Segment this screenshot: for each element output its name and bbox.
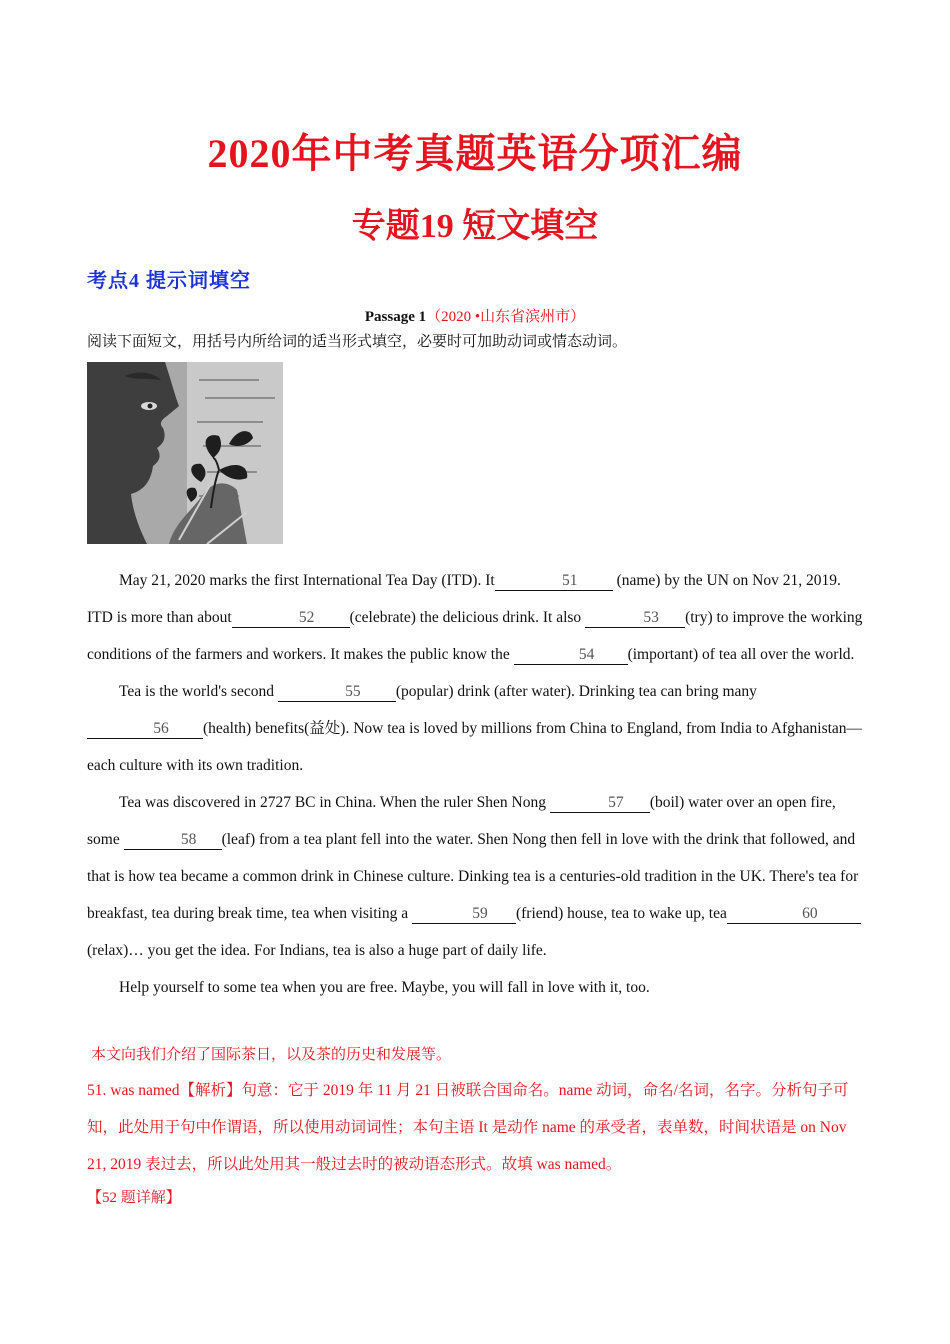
blank-55: 55 — [278, 683, 396, 702]
passage-text: Help yourself to some tea when you are free. Maybe, you will fall in love with it, too. — [119, 979, 650, 996]
document-subtitle: 专题19 短文填空 — [351, 208, 599, 245]
passage-text: (important) of tea all over the world. — [627, 646, 855, 663]
passage-source: （2020 •山东省滨州市） — [426, 309, 586, 325]
blank-59: 59 — [412, 905, 516, 924]
summary-text: 本文向我们介绍了国际茶日，以及茶的历史和发展等。 — [91, 1047, 452, 1063]
passage-text: (celebrate) the delicious drink. It also — [349, 609, 586, 626]
tea-illustration-image — [87, 362, 283, 544]
analysis-51: 51. was named【解析】句意：它于 2019 年 11 月 21 日被联合国命名。name 动词，命名/名词，名字。分析句子可知，此处用于句中作谓语，所以使用动词词性；本句主语 It 是动作 name 的承受者，表单数，时间状语是 on Nov 21, 2019 表过去，所以此处用其一般过去时的被动语态形式。故填 was named。 — [87, 1082, 849, 1173]
passage-text: Tea is the world's second — [119, 683, 278, 700]
passage-text: (health) benefits(益处). Now tea is loved by millions from China to England, from India to Afghanistan—each culture with its own tradition. — [87, 720, 863, 774]
passage-paragraph — [87, 969, 865, 1006]
passage-text: (friend) house, tea to wake up, tea — [515, 905, 727, 922]
blank-58: 58 — [124, 831, 222, 850]
passage-text: (try) to improve the working conditions of the farmers and workers. It makes the public know the — [87, 609, 863, 663]
section-heading: 考点4 提示词填空 — [87, 270, 251, 292]
passage-paragraph — [87, 673, 865, 784]
passage-body — [87, 562, 865, 1006]
passage-text: (name) by the UN on Nov 21, 2019. ITD is more than about — [87, 572, 841, 626]
blank-54: 54 — [514, 646, 628, 665]
blank-52: 52 — [232, 609, 350, 628]
blank-57: 57 — [550, 794, 650, 813]
blank-53: 53 — [585, 609, 685, 628]
document-title: 2020年中考真题英语分项汇编 — [207, 131, 743, 176]
passage-text: (relax)… you get the idea. For Indians, tea is also a huge part of daily life. — [87, 942, 547, 959]
passage-text: (boil) water over an open fire, some — [87, 794, 836, 848]
passage-title — [0, 305, 950, 326]
passage-text: Tea was discovered in 2727 BC in China. When the ruler Shen Nong — [119, 794, 550, 811]
passage-label: Passage 1 — [364, 309, 427, 325]
blank-60: 60 — [727, 905, 861, 924]
passage-text: (leaf) from a tea plant fell into the water. Shen Nong then fell in love with the drink that followed, and that is how tea became a common drink in Chinese culture. Dinking tea is a centuries-old tradition in the UK. There's tea for breakfast, tea during break time, tea when visiting a — [87, 831, 859, 922]
instruction-text: 阅读下面短文，用括号内所给词的适当形式填空，必要时可加助动词或情态动词。 — [87, 334, 628, 350]
passage-text: (popular) drink (after water). Drinking tea can bring many — [395, 683, 757, 700]
blank-51: 51 — [495, 572, 613, 591]
passage-text: May 21, 2020 marks the first International Tea Day (ITD). It — [119, 572, 495, 589]
passage-paragraph — [87, 784, 865, 969]
blank-56: 56 — [87, 720, 203, 739]
answer-52-heading: 【52 题详解】 — [87, 1190, 181, 1206]
passage-paragraph — [87, 562, 865, 673]
